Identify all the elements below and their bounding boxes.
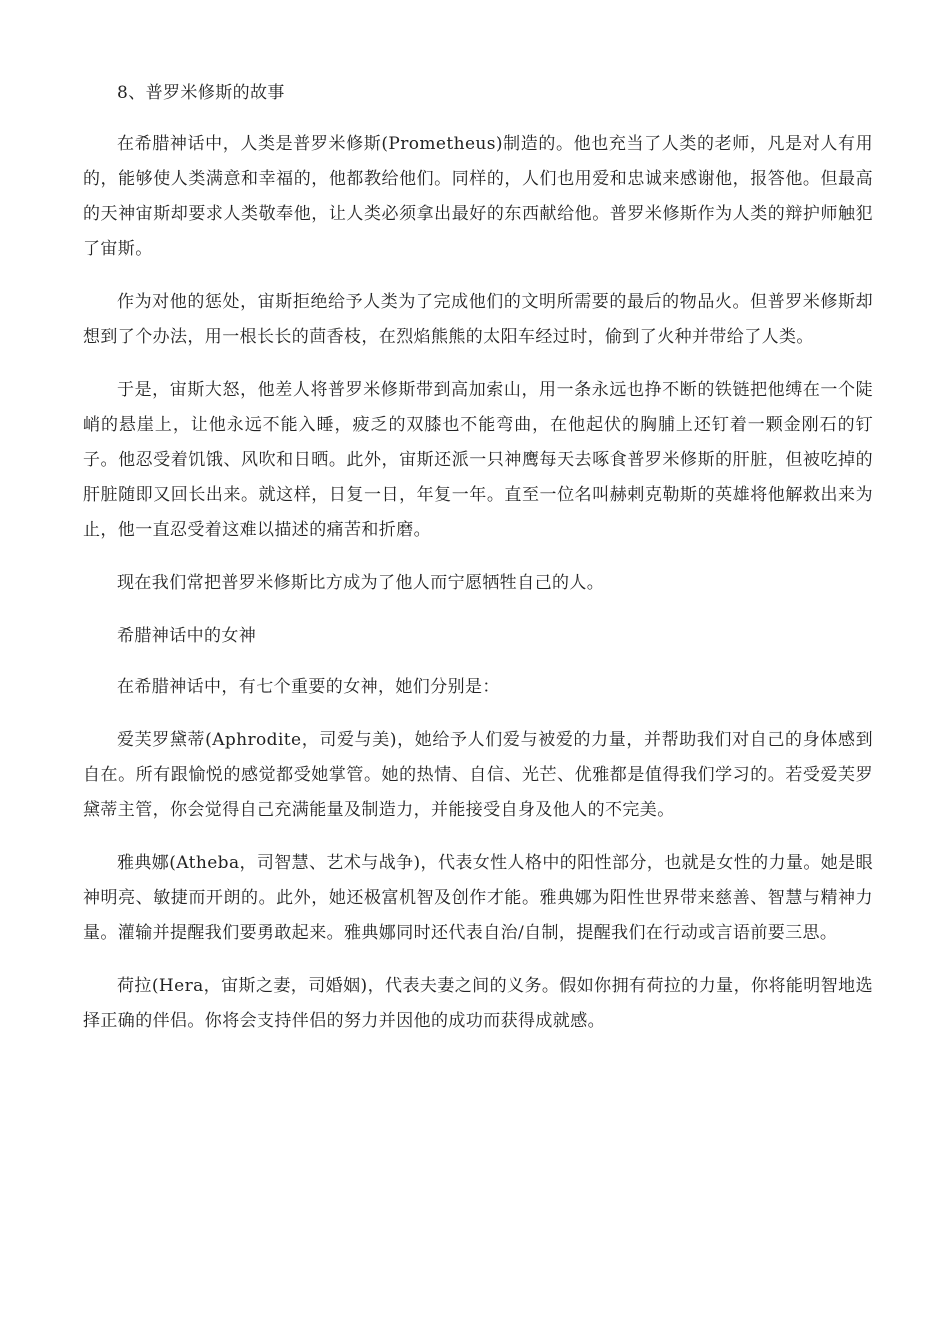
paragraph-athena: 雅典娜(Atheba，司智慧、艺术与战争)，代表女性人格中的阳性部分，也就是女性的力量。她是眼神明亮、敏捷而开朗的。此外，她还极富机智及创作才能。雅典娜为阳性世界带来慈善、智慧与精神力量。灌输并提醒我们要勇敢起来。雅典娜同时还代表自治/自制，提醒我们在行动或言语前要三思。 [83,853,873,943]
paragraph-prometheus-metaphor: 现在我们常把普罗米修斯比方成为了他人而宁愿牺牲自己的人。 [117,573,605,593]
section-heading-prometheus: 8、普罗米修斯的故事 [117,83,285,103]
paragraph-prometheus-punishment: 于是，宙斯大怒，他差人将普罗米修斯带到高加索山，用一条永远也挣不断的铁链把他缚在一个陡峭的悬崖上，让他永远不能入睡，疲乏的双膝也不能弯曲，在他起伏的胸脯上还钉着一颗金刚石的钉子。他忍受着饥饿、风吹和日晒。此外，宙斯还派一只神鹰每天去啄食普罗米修斯的肝脏，但被吃掉的肝脏随即又回长出来。就这样，日复一日，年复一年。直至一位名叫赫剌克勒斯的英雄将他解救出来为止，他一直忍受着这难以描述的痛苦和折磨。 [83,380,873,540]
paragraph-hera: 荷拉(Hera，宙斯之妻，司婚姻)，代表夫妻之间的义务。假如你拥有荷拉的力量，你将能明智地选择正确的伴侣。你将会支持伴侣的努力并因他的成功而获得成就感。 [83,976,873,1031]
section-heading-goddesses: 希腊神话中的女神 [117,626,257,646]
paragraph-prometheus-creation: 在希腊神话中，人类是普罗米修斯(Prometheus)制造的。他也充当了人类的老师，凡是对人有用的，能够使人类满意和幸福的，他都教给他们。同样的，人们也用爱和忠诚来感谢他，报答他。但最高的天神宙斯却要求人类敬奉他，让人类必须拿出最好的东西献给他。普罗米修斯作为人类的辩护师触犯了宙斯。 [83,134,873,259]
paragraph-aphrodite: 爱芙罗黛蒂(Aphrodite，司爱与美)，她给予人们爱与被爱的力量，并帮助我们对自己的身体感到自在。所有跟愉悦的感觉都受她掌管。她的热情、自信、光芒、优雅都是值得我们学习的。若受爱芙罗黛蒂主管，你会觉得自己充满能量及制造力，并能接受自身及他人的不完美。 [83,730,873,820]
paragraph-prometheus-fire: 作为对他的惩处，宙斯拒绝给予人类为了完成他们的文明所需要的最后的物品火。但普罗米修斯却想到了个办法，用一根长长的茴香枝，在烈焰熊熊的太阳车经过时，偷到了火种并带给了人类。 [83,292,873,347]
document-body [83,76,873,1057]
paragraph-goddesses-intro: 在希腊神话中，有七个重要的女神，她们分别是： [117,677,500,697]
